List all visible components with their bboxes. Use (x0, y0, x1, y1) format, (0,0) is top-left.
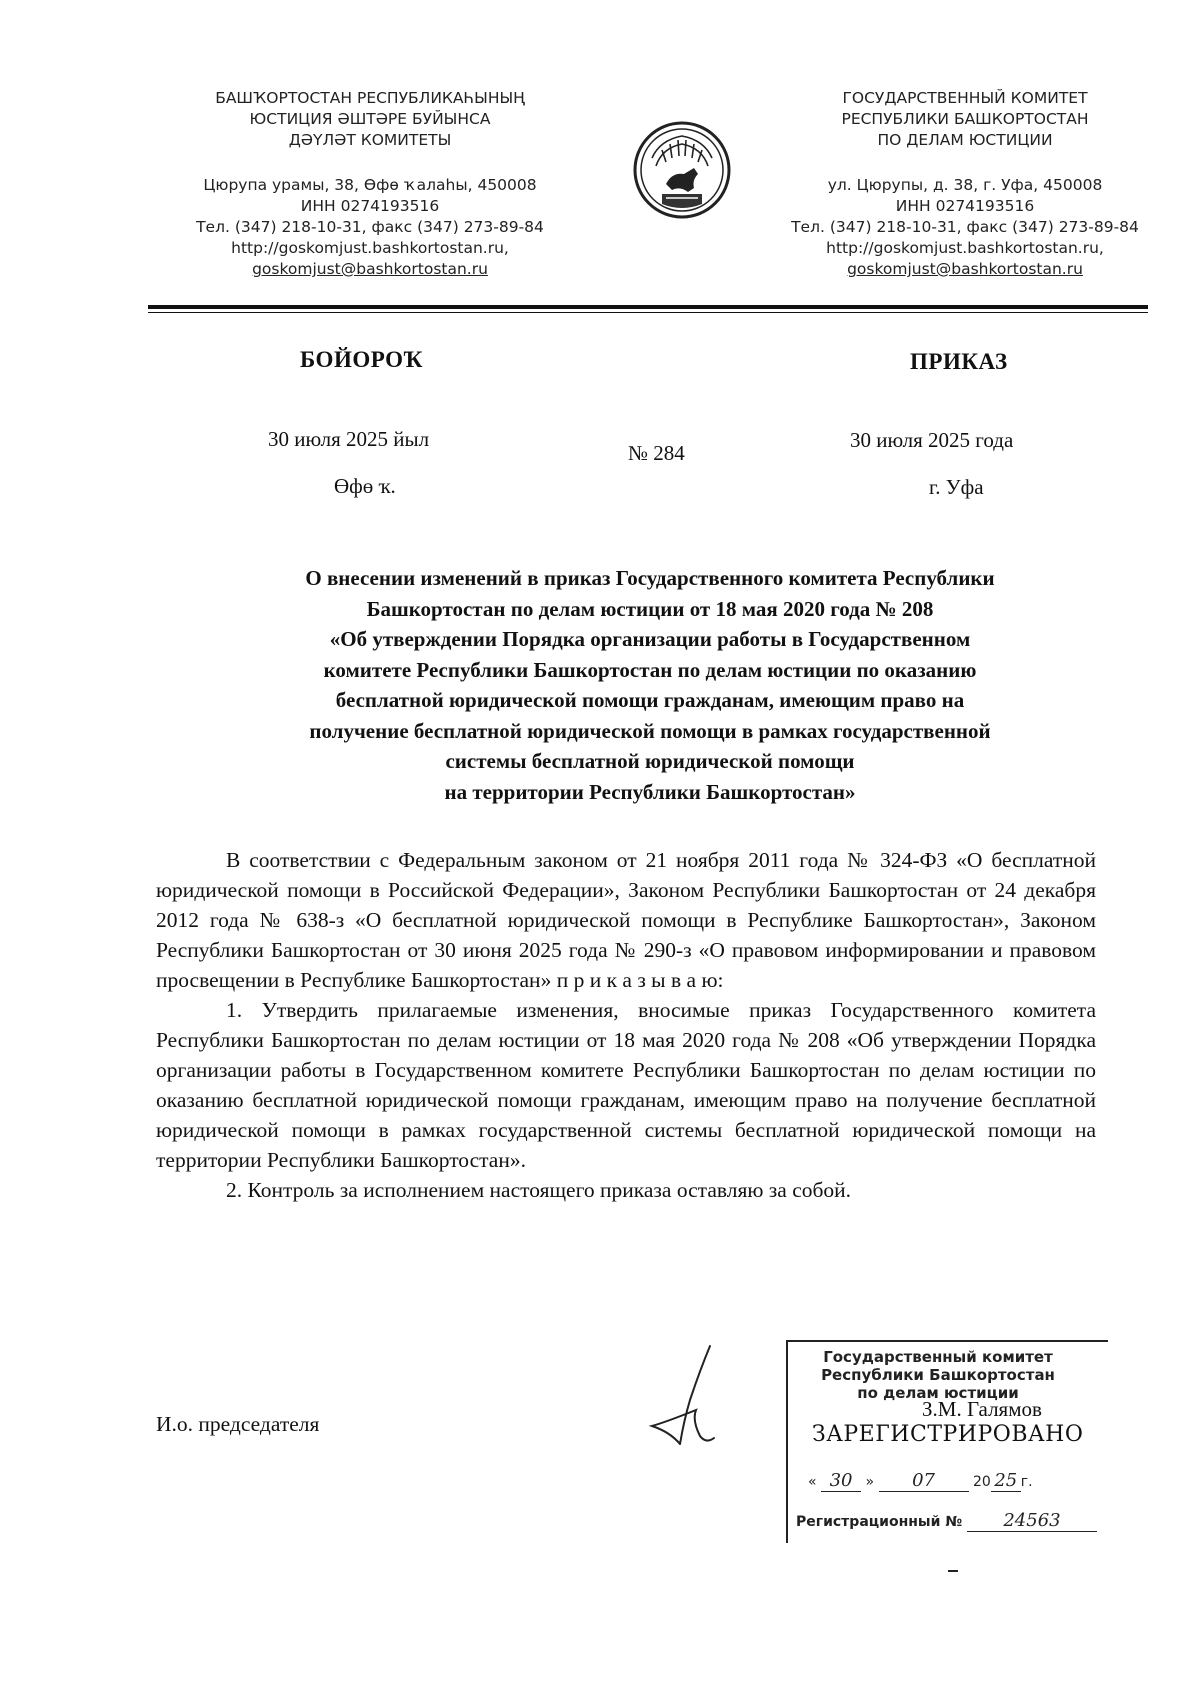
title-line: Башкортостан по делам юстиции от 18 мая 2020 года № 208 (366, 596, 934, 621)
order-title (150, 563, 1150, 807)
header-left-phone: Тел. (347) 218-10-31, факс (347) 273-89-84 (196, 218, 544, 236)
signatory-position: И.о. председателя (156, 1412, 320, 1436)
body-paragraph-preamble: В соответствии с Федеральным законом от 21 ноября 2011 года № 324-ФЗ «О бесплатной юридической помощи в Российской Федерации», Законом Республики Башкортостан от 24 декабря 2012 года № 638-з «О бесплатной юридической помощи в Республике Башкортостан», Законом Республики Башкортостан от 30 июня 2025 года № 290-з «О правовом информировании и правовом просвещении в Республике Башкортостан» п р и к а з ы в а ю: (156, 848, 1096, 992)
header-right (760, 88, 1170, 280)
header-right-website[interactable]: http://goskomjust.bashkortostan.ru, (826, 239, 1104, 257)
stamp-quote-open: « (808, 1474, 817, 1490)
order-number: № 284 (628, 441, 685, 465)
stamp-reg-label: Регистрационный № (796, 1514, 963, 1530)
header-right-org-line1: ГОСУДАРСТВЕННЫЙ КОМИТЕТ (842, 89, 1088, 107)
page-dash-mark (948, 1570, 958, 1572)
order-body (156, 845, 1096, 1205)
date-russian: 30 июля 2025 года (850, 428, 1014, 452)
stamp-organization (788, 1348, 1088, 1402)
header-left (160, 88, 580, 280)
doc-type-bashkir: БОЙОРОҠ (300, 347, 424, 372)
title-line: бесплатной юридической помощи гражданам, имеющим право на (335, 688, 965, 712)
header-left-org-line3: ДӘҮЛӘТ КОМИТЕТЫ (288, 131, 452, 149)
stamp-date (808, 1470, 1033, 1492)
stamp-month: 07 (879, 1470, 969, 1492)
header-divider-thick (148, 305, 1148, 309)
title-line: на территории Республики Башкортостан» (444, 779, 856, 804)
title-line: комитете Республики Башкортостан по делам юстиции по оказанию (323, 657, 977, 682)
handwritten-signature (640, 1340, 730, 1460)
city-russian: г. Уфа (929, 475, 984, 499)
date-bashkir: 30 июля 2025 йыл (268, 427, 430, 451)
header-left-inn: ИНН 0274193516 (300, 197, 440, 215)
body-paragraph-item-1: 1. Утвердить прилагаемые изменения, вносимые приказ Государственного комитета Республики Башкортостан по делам юстиции от 18 мая 2020 года № 208 «Об утверждении Порядка организации работы в Государственном комитете Республики Башкортостан по делам юстиции по оказанию бесплатной юридической помощи гражданам, имеющим право на получение бесплатной юридической помощи в рамках государственной системы бесплатной юридической помощи на территории Республики Башкортостан». (156, 998, 1096, 1172)
stamp-day: 30 (821, 1470, 861, 1492)
stamp-year-unit: г. (1020, 1474, 1033, 1490)
stamp-org-line3: по делам юстиции (857, 1384, 1019, 1402)
stamp-registration-number (796, 1510, 1097, 1532)
header-left-org-line1: БАШҠОРТОСТАН РЕСПУБЛИКАҺЫНЫҢ (215, 89, 525, 107)
doc-type-russian: ПРИКАЗ (910, 349, 1008, 374)
stamp-quote-close: » (865, 1474, 875, 1490)
title-line: О внесении изменений в приказ Государственного комитета Республики (305, 566, 995, 590)
header-right-address: ул. Цюрупы, д. 38, г. Уфа, 450008 (827, 176, 1103, 194)
header-right-email[interactable]: goskomjust@bashkortostan.ru (847, 260, 1083, 278)
header-left-org-line2: ЮСТИЦИЯ ӘШТӘРЕ БУЙЫНСА (249, 110, 491, 128)
stamp-org-line2: Республики Башкортостан (821, 1366, 1055, 1384)
title-line: «Об утверждении Порядка организации работы в Государственном (329, 627, 971, 651)
signatory-name: З.М. Галямов (922, 1397, 1042, 1421)
header-right-inn: ИНН 0274193516 (895, 197, 1035, 215)
registration-stamp (786, 1340, 1108, 1543)
header-divider-thin (148, 312, 1148, 313)
title-line: системы бесплатной юридической помощи (445, 749, 855, 773)
header-left-website[interactable]: http://goskomjust.bashkortostan.ru, (231, 239, 509, 257)
city-bashkir: Өфө ҡ. (334, 474, 396, 498)
header-right-phone: Тел. (347) 218-10-31, факс (347) 273-89-84 (791, 218, 1139, 236)
header-right-org-line3: ПО ДЕЛАМ ЮСТИЦИИ (877, 131, 1053, 149)
header-right-org-line2: РЕСПУБЛИКИ БАШКОРТОСТАН (841, 110, 1089, 128)
stamp-registered-label: ЗАРЕГИСТРИРОВАНО (812, 1422, 1084, 1447)
header-left-email[interactable]: goskomjust@bashkortostan.ru (252, 260, 488, 278)
header-left-address: Цюрупа урамы, 38, Өфө ҡалаһы, 450008 (203, 176, 537, 194)
stamp-reg-number: 24563 (967, 1510, 1097, 1532)
stamp-year-suffix: 25 (991, 1470, 1021, 1492)
stamp-year-prefix: 20 (972, 1474, 991, 1490)
body-paragraph-item-2: 2. Контроль за исполнением настоящего приказа оставляю за собой. (226, 1178, 852, 1202)
stamp-org-line1: Государственный комитет (823, 1348, 1053, 1366)
bashkortostan-emblem-icon (632, 118, 732, 222)
title-line: получение бесплатной юридической помощи в рамках государственной (309, 718, 991, 743)
